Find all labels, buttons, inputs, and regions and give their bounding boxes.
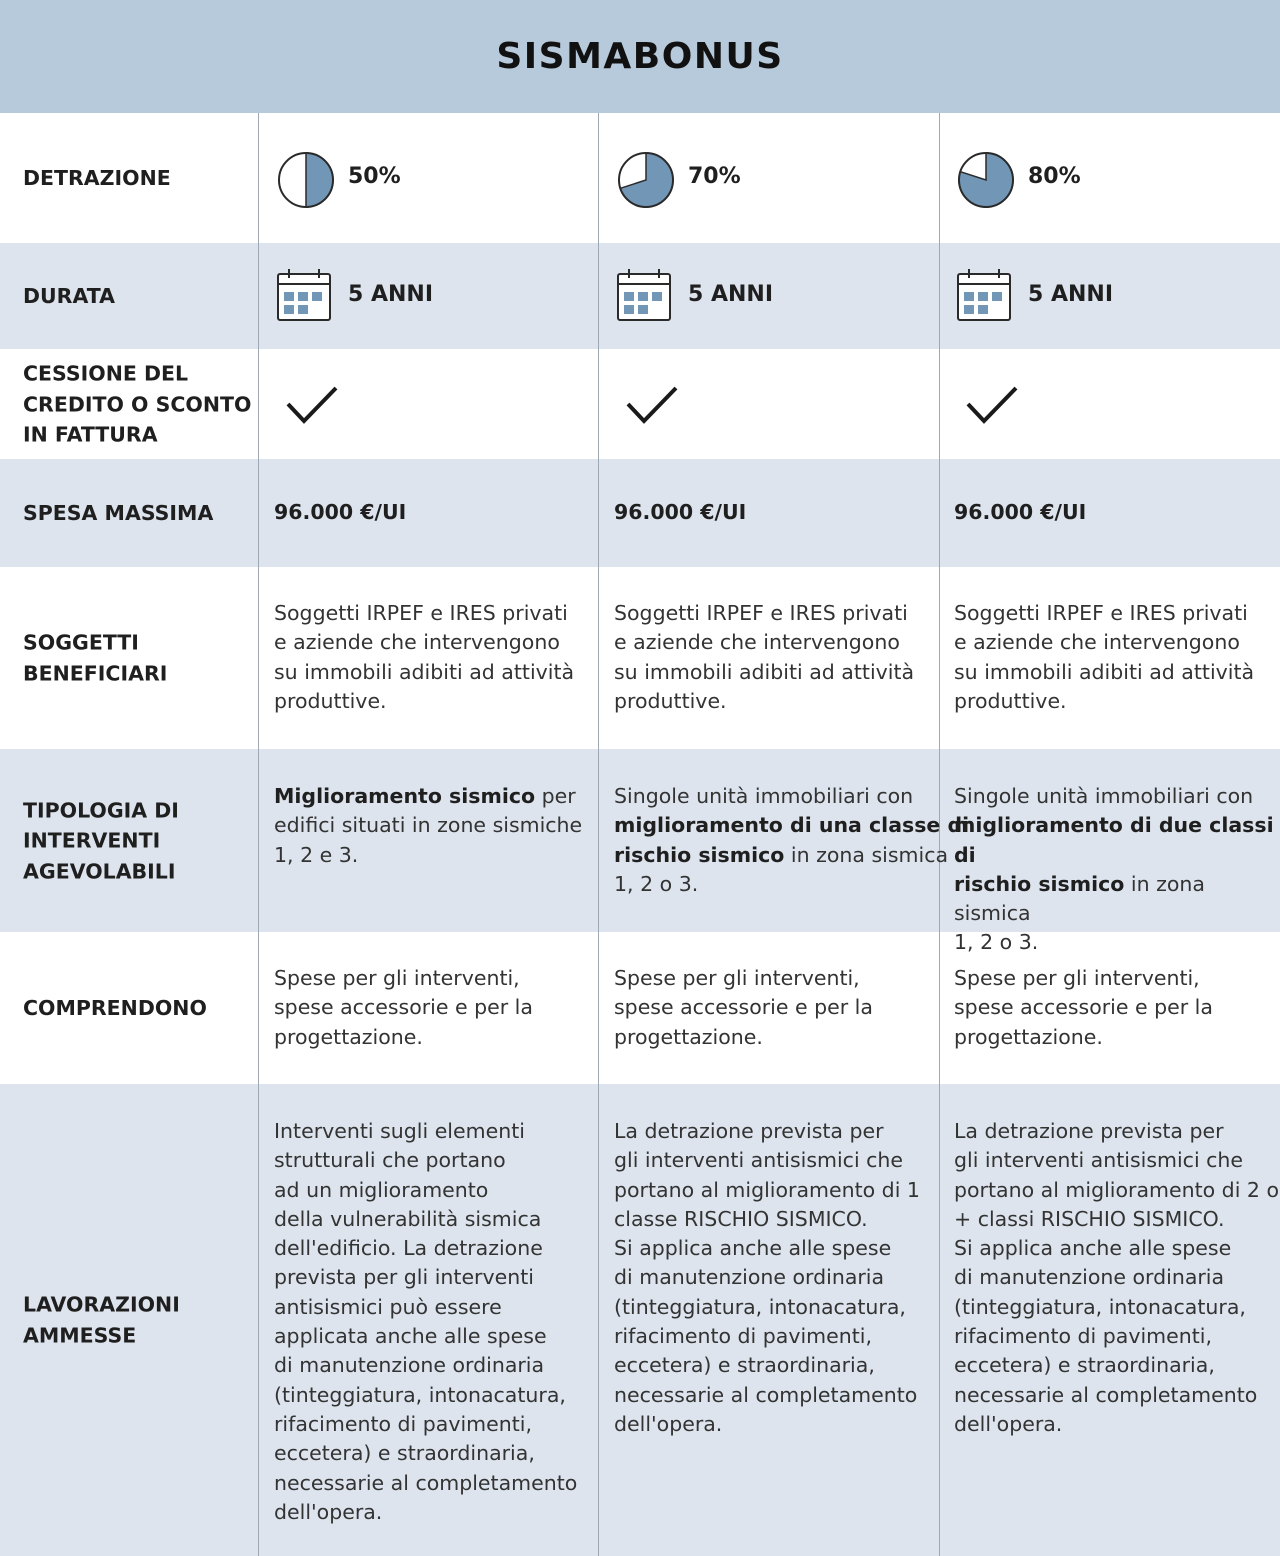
- detrazione-value: 50%: [348, 164, 401, 189]
- comprendono-text: Spese per gli interventi, spese accessorie e per la progettazione.: [274, 966, 533, 1049]
- checkmark-icon: [964, 384, 1020, 428]
- soggetti-text: Soggetti IRPEF e IRES privati e aziende che intervengono su immobili adibiti ad attività produttive.: [954, 601, 1255, 713]
- pie-slice: [306, 153, 333, 207]
- tipologia-text: [274, 782, 582, 870]
- calendar-icon: [276, 268, 334, 324]
- tipologia-text: [614, 782, 969, 899]
- calendar-icon: [956, 268, 1014, 324]
- soggetti-text: Soggetti IRPEF e IRES privati e aziende che intervengono su immobili adibiti ad attività produttive.: [274, 601, 575, 713]
- lavorazioni-text: La detrazione prevista per gli interventi antisismici che portano al miglioramento di 2 o + classi RISCHIO SISMICO. Si applica anche alle spese di manutenzione ordinaria (tinteggiatura, intonacatura, rifacimento di pavimenti, eccetera) e straordinaria, necessarie al completamento dell'opera.: [954, 1119, 1280, 1436]
- row-label-detrazione: DETRAZIONE: [23, 165, 171, 190]
- row-label-comprendono: COMPRENDONO: [23, 995, 207, 1020]
- lavorazioni-text: Interventi sugli elementi strutturali che portano ad un miglioramento della vulnerabilità sismica dell'edificio. La detrazione prevista per gli interventi antisismici può essere applicata anche alle spese di manutenzione ordinaria (tinteggiatura, intonacatura, rifacimento di pavimenti, eccetera) e straordinaria, necessarie al completamento dell'opera.: [274, 1119, 578, 1524]
- tipologia-bold: miglioramento di una classe di rischio sismico: [614, 813, 970, 867]
- spesa-massima-value: 96.000 €/UI: [274, 500, 407, 524]
- soggetti-text: Soggetti IRPEF e IRES privati e aziende che intervengono su immobili adibiti ad attività produttive.: [614, 601, 915, 713]
- page-title: SISMABONUS: [496, 36, 784, 77]
- pie-chart-icon: [616, 150, 676, 210]
- detrazione-value: 80%: [1028, 164, 1081, 189]
- tipologia-pre: Singole unità immobiliari con: [614, 784, 914, 808]
- detrazione-value: 70%: [688, 164, 741, 189]
- spesa-massima-value: 96.000 €/UI: [614, 500, 747, 524]
- row-label-spesa: SPESA MASSIMA: [23, 500, 214, 525]
- pie-chart-icon: [956, 150, 1016, 210]
- comprendono-text: Spese per gli interventi, spese accessorie e per la progettazione.: [954, 966, 1213, 1049]
- row-label-cessione: CESSIONE DEL CREDITO O SCONTO IN FATTURA: [23, 361, 252, 447]
- row-label-lavorazioni: LAVORAZIONI AMMESSE: [23, 1292, 180, 1347]
- calendar-icon: [616, 268, 674, 324]
- tipologia-post: per edifici situati in zone sismiche 1, 2 e 3.: [274, 784, 583, 867]
- durata-value: 5 ANNI: [348, 282, 434, 307]
- column-divider: [598, 113, 599, 1556]
- row-label-tipologia: TIPOLOGIA DI INTERVENTI AGEVOLABILI: [23, 797, 179, 883]
- tipologia-bold: Miglioramento sismico: [274, 784, 536, 808]
- row-label-soggetti: SOGGETTI BENEFICIARI: [23, 630, 168, 685]
- tipologia-pre: Singole unità immobiliari con: [954, 784, 1254, 808]
- pie-chart-icon: [276, 150, 336, 210]
- column-divider: [258, 113, 259, 1556]
- comprendono-text: Spese per gli interventi, spese accessorie e per la progettazione.: [614, 966, 873, 1049]
- tipologia-post: in zona sismica 1, 2 o 3.: [614, 842, 949, 896]
- page-header: [0, 0, 1280, 113]
- checkmark-icon: [624, 384, 680, 428]
- row-label-durata: DURATA: [23, 283, 115, 308]
- durata-value: 5 ANNI: [688, 282, 774, 307]
- spesa-massima-value: 96.000 €/UI: [954, 500, 1087, 524]
- checkmark-icon: [284, 384, 340, 428]
- tipologia-post: in zona sismica 1, 2 o 3.: [954, 871, 1205, 955]
- tipologia-text: [954, 782, 1280, 958]
- tipologia-bold: miglioramento di due classi di rischio sismico: [954, 813, 1274, 896]
- lavorazioni-text: La detrazione prevista per gli interventi antisismici che portano al miglioramento di 1 classe RISCHIO SISMICO. Si applica anche alle spese di manutenzione ordinaria (tinteggiatura, intonacatura, rifacimento di pavimenti, eccetera) e straordinaria, necessarie al completamento dell'opera.: [614, 1119, 920, 1436]
- durata-value: 5 ANNI: [1028, 282, 1114, 307]
